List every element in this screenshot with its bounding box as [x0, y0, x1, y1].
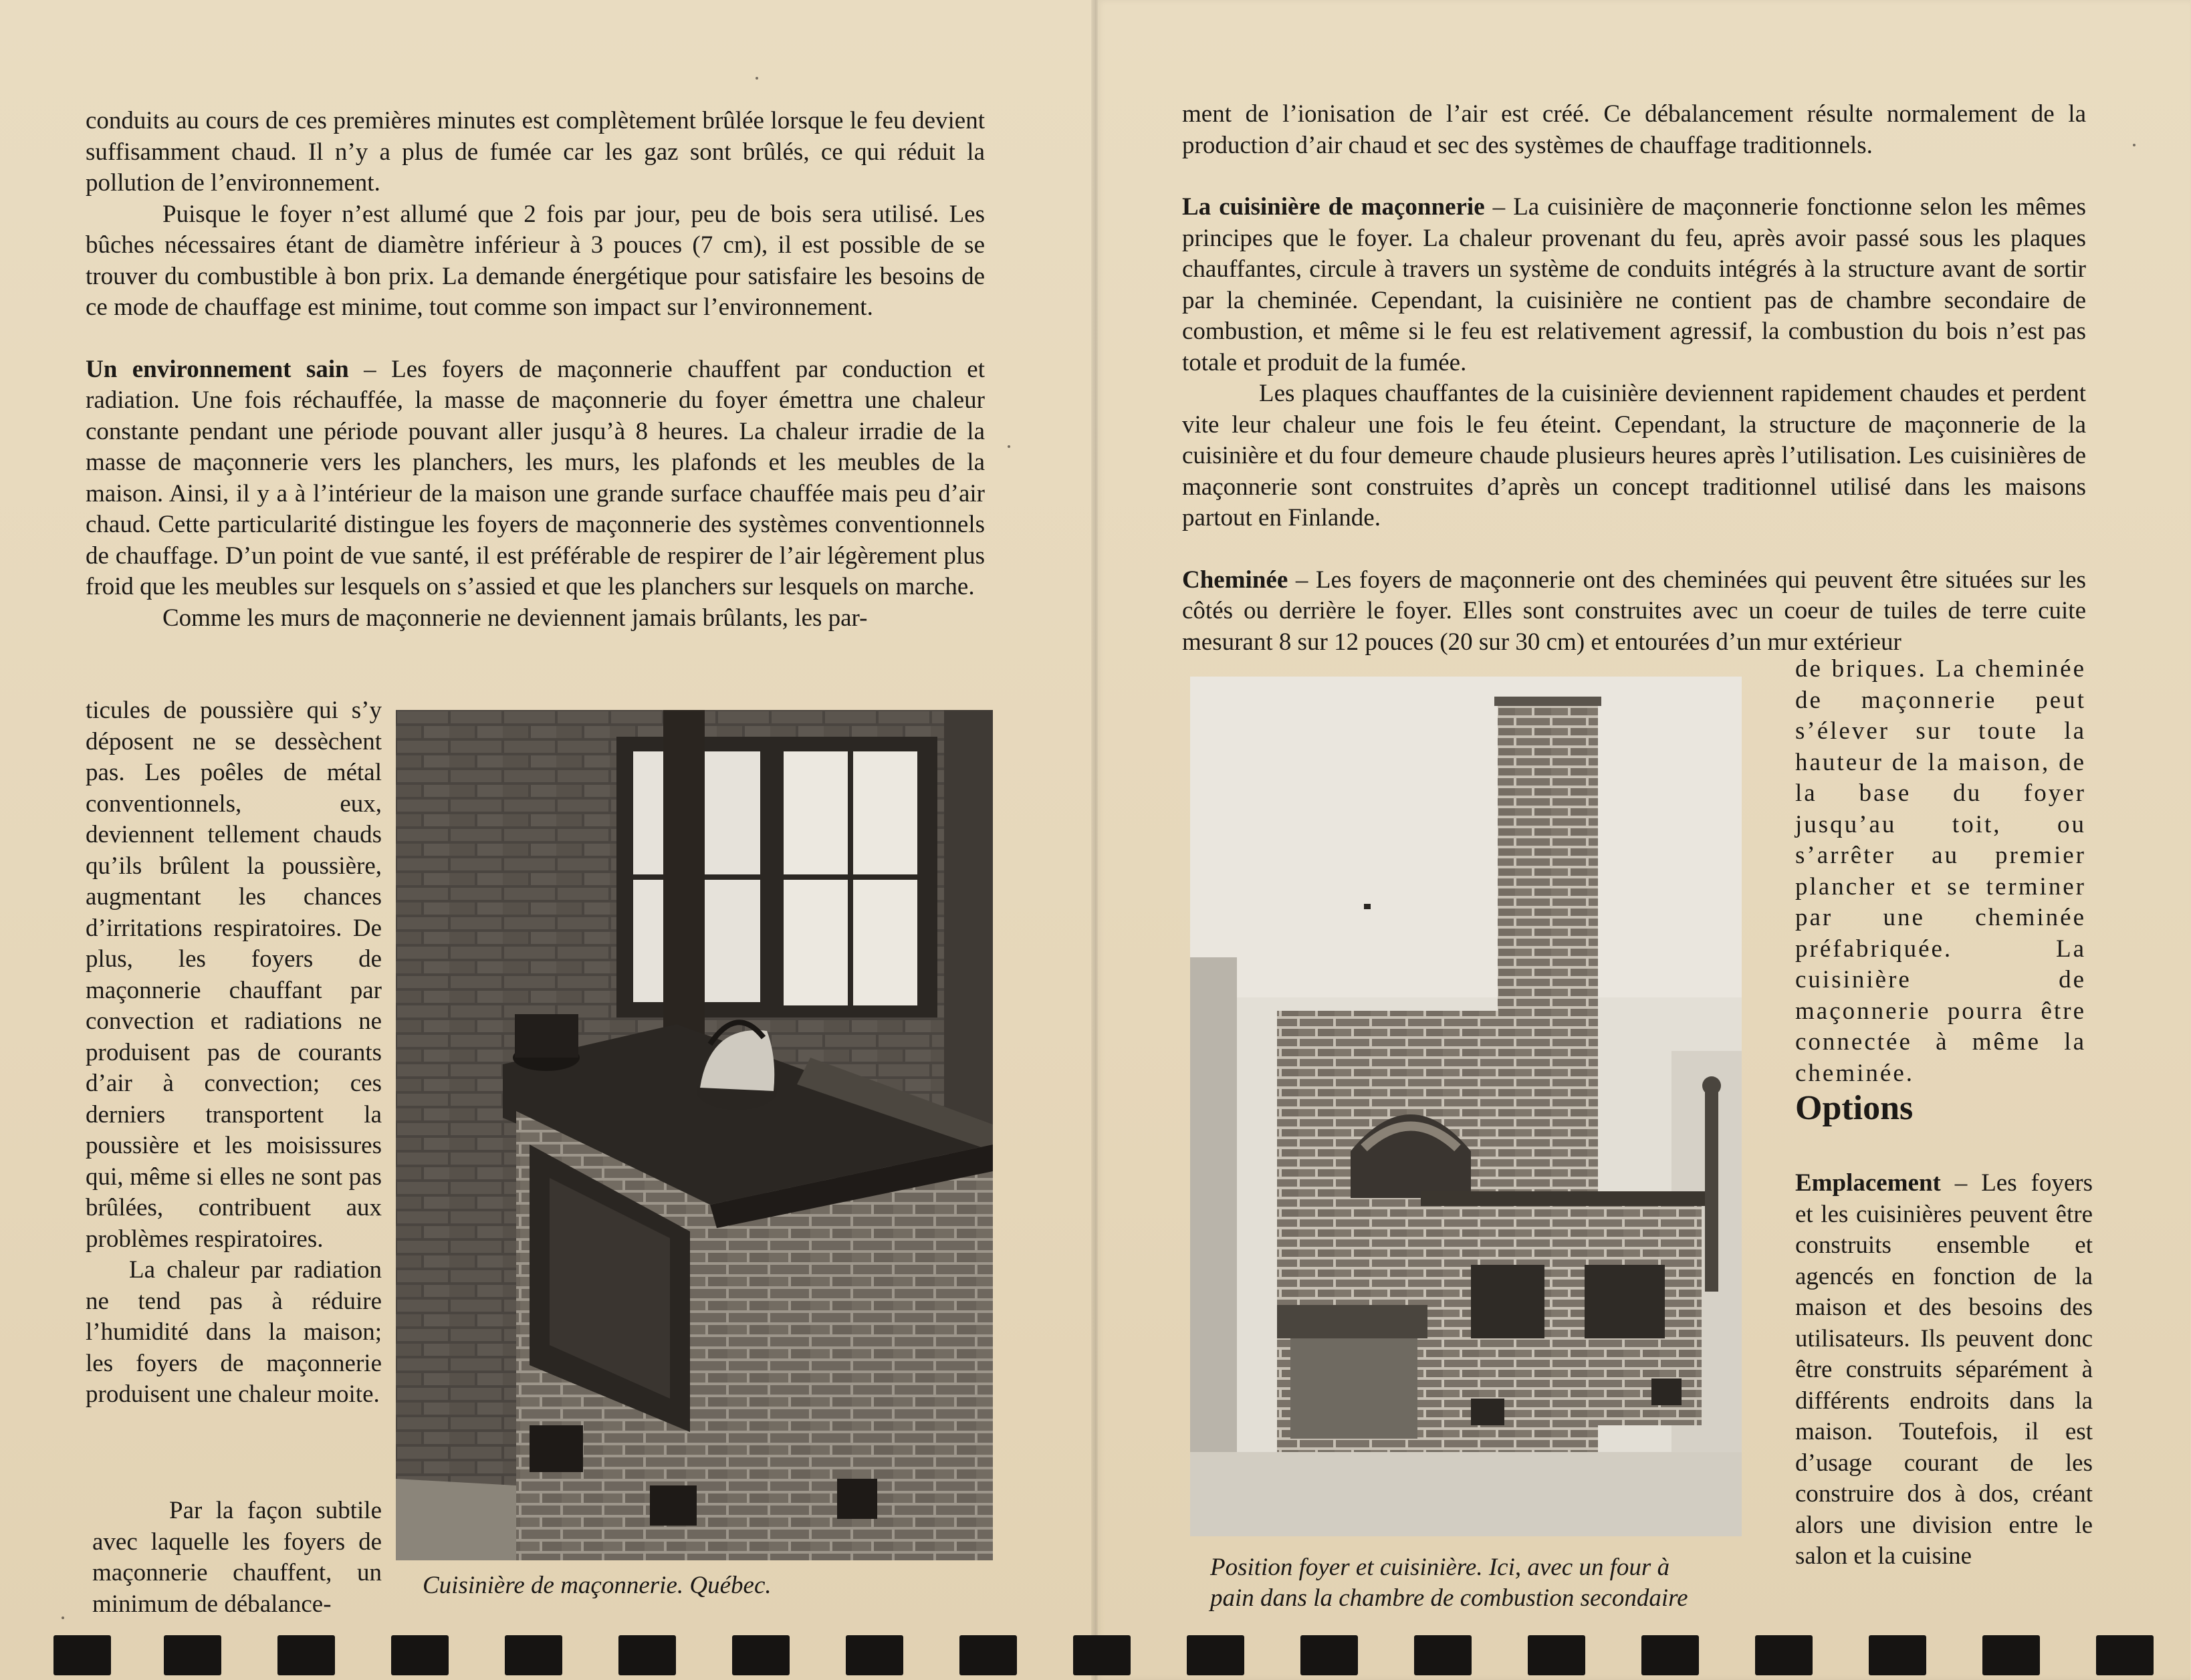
paragraph-combustion: conduits au cours de ces premières minutes est complètement brûlée lorsque le feu devient suffisamment chaud. Il n’y a plus de fumée car les gaz sont brûlés, ce qui réduit la pollution de l’environnement. — [86, 107, 985, 197]
binding-hole — [1641, 1635, 1699, 1675]
binding-hole — [277, 1635, 335, 1675]
spiral-binding-holes — [0, 1635, 2191, 1680]
paragraph-wood-use: Puisque le foyer n’est allumé que 2 fois par jour, peu de bois sera utilisé. Les bûches nécessaires étant de diamètre inférieur à 3 pouces (7 cm), il est possible de se trouver du combustible à bon prix. La demande énergétique pour satisfaire les besoins de ce mode de chauffage est minime, tout comme son impact sur l’environnement. — [86, 200, 985, 321]
caption-right-photo-line-1: Position foyer et cuisinière. Ici, avec un four à — [1210, 1554, 1670, 1581]
options-heading: Options — [1795, 1089, 1914, 1127]
paper-speck — [1008, 445, 1010, 448]
binding-hole — [1869, 1635, 1926, 1675]
right-wrap-column-bottom — [1795, 1168, 2093, 1572]
photo-fireplace-and-cookstove — [1190, 677, 1742, 1536]
caption-left-photo: Cuisinière de maçonnerie. Québec. — [423, 1572, 772, 1599]
binding-hole — [959, 1635, 1017, 1675]
binding-hole — [391, 1635, 449, 1675]
left-wrap-column — [86, 695, 382, 1411]
section-heading-placement: Emplacement — [1795, 1169, 1941, 1197]
paragraph-ionisation: ment de l’ionisation de l’air est créé. Ce débalancement résulte normalement de la production d’air chaud et sec des systèmes de chauffage traditionnels. — [1182, 100, 2086, 159]
binding-hole — [732, 1635, 790, 1675]
paper-speck — [2133, 144, 2136, 146]
right-wrap-column — [1795, 654, 2086, 1089]
binding-hole — [1982, 1635, 2040, 1675]
paragraph-hot-plates: Les plaques chauffantes de la cuisinière deviennent rapidement chaudes et perdent vite leur chaleur une fois le feu éteint. Cependant, la structure de maçonnerie de la cuisinière et du four demeure chaude plusieurs heures après l’utilisation. Les cuisinières de maçonnerie sont construites d’après un concept traditionnel utilisé dans les maisons partout en Finlande. — [1182, 380, 2086, 531]
paper-speck — [756, 77, 758, 80]
paragraph-placement — [1795, 1168, 2093, 1572]
left-wrap-column-bottom — [92, 1495, 382, 1620]
paper-speck — [62, 1616, 64, 1619]
photo-masonry-cookstove — [396, 710, 993, 1560]
binding-hole — [1528, 1635, 1585, 1675]
section-heading-chimney: Cheminée — [1182, 566, 1288, 594]
paragraph-subtle-heat: Par la façon subtile avec laquelle les foyers de maçonnerie chauffent, un minimum de débalance- — [92, 1497, 382, 1618]
cookstove-text: – La cuisinière de maçonnerie fonctionne selon les mêmes principes que le foyer. La chaleur provenant du feu, après avoir passé sous les plaques chauffantes, circule à travers un système de conduits intégrés à la structure avant de sortir par la cheminée. Cependant, la cuisinière ne contient pas de chambre secondaire de combustion, et même si le feu est relativement agressif, la combustion du bois n’est pas totale et produit de la fumée. — [1182, 193, 2086, 376]
placement-text: – Les foyers et les cuisinières peuvent être construits ensemble et agencés en fonction de la maison et des besoins des utilisateurs. Ils peuvent donc être construits séparément à différents endroits dans la maison. Toutefois, il est d’usage courant de les construire dos à dos, créant alors une division entre le salon et la cuisine — [1795, 1169, 2093, 1570]
section-heading-cookstove: La cuisinière de maçonnerie — [1182, 193, 1485, 221]
binding-hole — [2096, 1635, 2154, 1675]
right-column-top — [1182, 99, 2086, 658]
left-column-top — [86, 106, 985, 634]
binding-hole — [1300, 1635, 1358, 1675]
chimney-text: – Les foyers de maçonnerie ont des cheminées qui peuvent être situées sur les côtés ou derrière le foyer. Elles sont construites avec un coeur de tuiles de terre cuite mesurant 8 sur 12 pouces (20 sur 30 cm) et entourées d’un mur extérieur — [1182, 566, 2086, 656]
paragraph-humidity: La chaleur par radiation ne tend pas à réduire l’humidité dans la maison; les foyers de maçonnerie produisent une chaleur moite. — [86, 1256, 382, 1408]
binding-hole — [164, 1635, 221, 1675]
binding-hole — [846, 1635, 903, 1675]
binding-hole — [505, 1635, 562, 1675]
paragraph-healthy-environment — [86, 354, 985, 603]
binding-hole — [1755, 1635, 1813, 1675]
binding-hole — [1414, 1635, 1472, 1675]
paragraph-cookstove — [1182, 192, 2086, 378]
binding-hole — [1187, 1635, 1244, 1675]
paragraph-dust: ticules de poussière qui s’y déposent ne se dessèchent pas. Les poêles de métal conventionnels, eux, deviennent tellement chauds qu’ils brûlent la poussière, augmentant les chances d’irritations respiratoires. De plus, les foyers de maçonnerie chauffant par convection et radiations ne produisent pas de courants d’air à convection; ces derniers transportent la poussière et les moisissures qui, même si elles ne sont pas brûlées, contribuent aux problèmes respiratoires. — [86, 697, 382, 1253]
binding-hole — [53, 1635, 111, 1675]
environment-text: – Les foyers de maçonnerie chauffent par conduction et radiation. Une fois réchauffée, la masse de maçonnerie du foyer émettra une chaleur constante pendant une période pouvant aller jusqu’à 8 heures. La chaleur irradie de la masse de maçonnerie vers les planchers, les murs, les plafonds et les meubles de la maison. Ainsi, il y a à l’intérieur de la maison une grande surface chauffée mais peu d’air chaud. Cette particularité distingue les foyers de maçonnerie des systèmes conventionnels de chauffage. D’un point de vue santé, il est préférable de respirer de l’air légèrement plus froid que les meubles sur lesquels on s’assied et que les planchers sur lesquels on marche. — [86, 355, 986, 600]
section-heading-environment: Un environnement sain — [86, 355, 349, 383]
caption-right-photo-line-2: pain dans la chambre de combustion secondaire — [1210, 1584, 1688, 1612]
page-gutter — [1091, 0, 1098, 1680]
paragraph-chimney-continued: de briques. La cheminée de maçonnerie peut s’élever sur toute la hauteur de la maison, de la base du foyer jusqu’au toit, ou s’arrêter au premier plancher et se terminer par une cheminée préfabriquée. La cuisinière de maçonnerie pourra être connectée à même la cheminée. — [1795, 655, 2086, 1087]
binding-hole — [618, 1635, 676, 1675]
paragraph-chimney — [1182, 565, 2086, 658]
paragraph-dust-line: Comme les murs de maçonnerie ne deviennent jamais brûlants, les par- — [162, 604, 868, 632]
binding-hole — [1073, 1635, 1131, 1675]
